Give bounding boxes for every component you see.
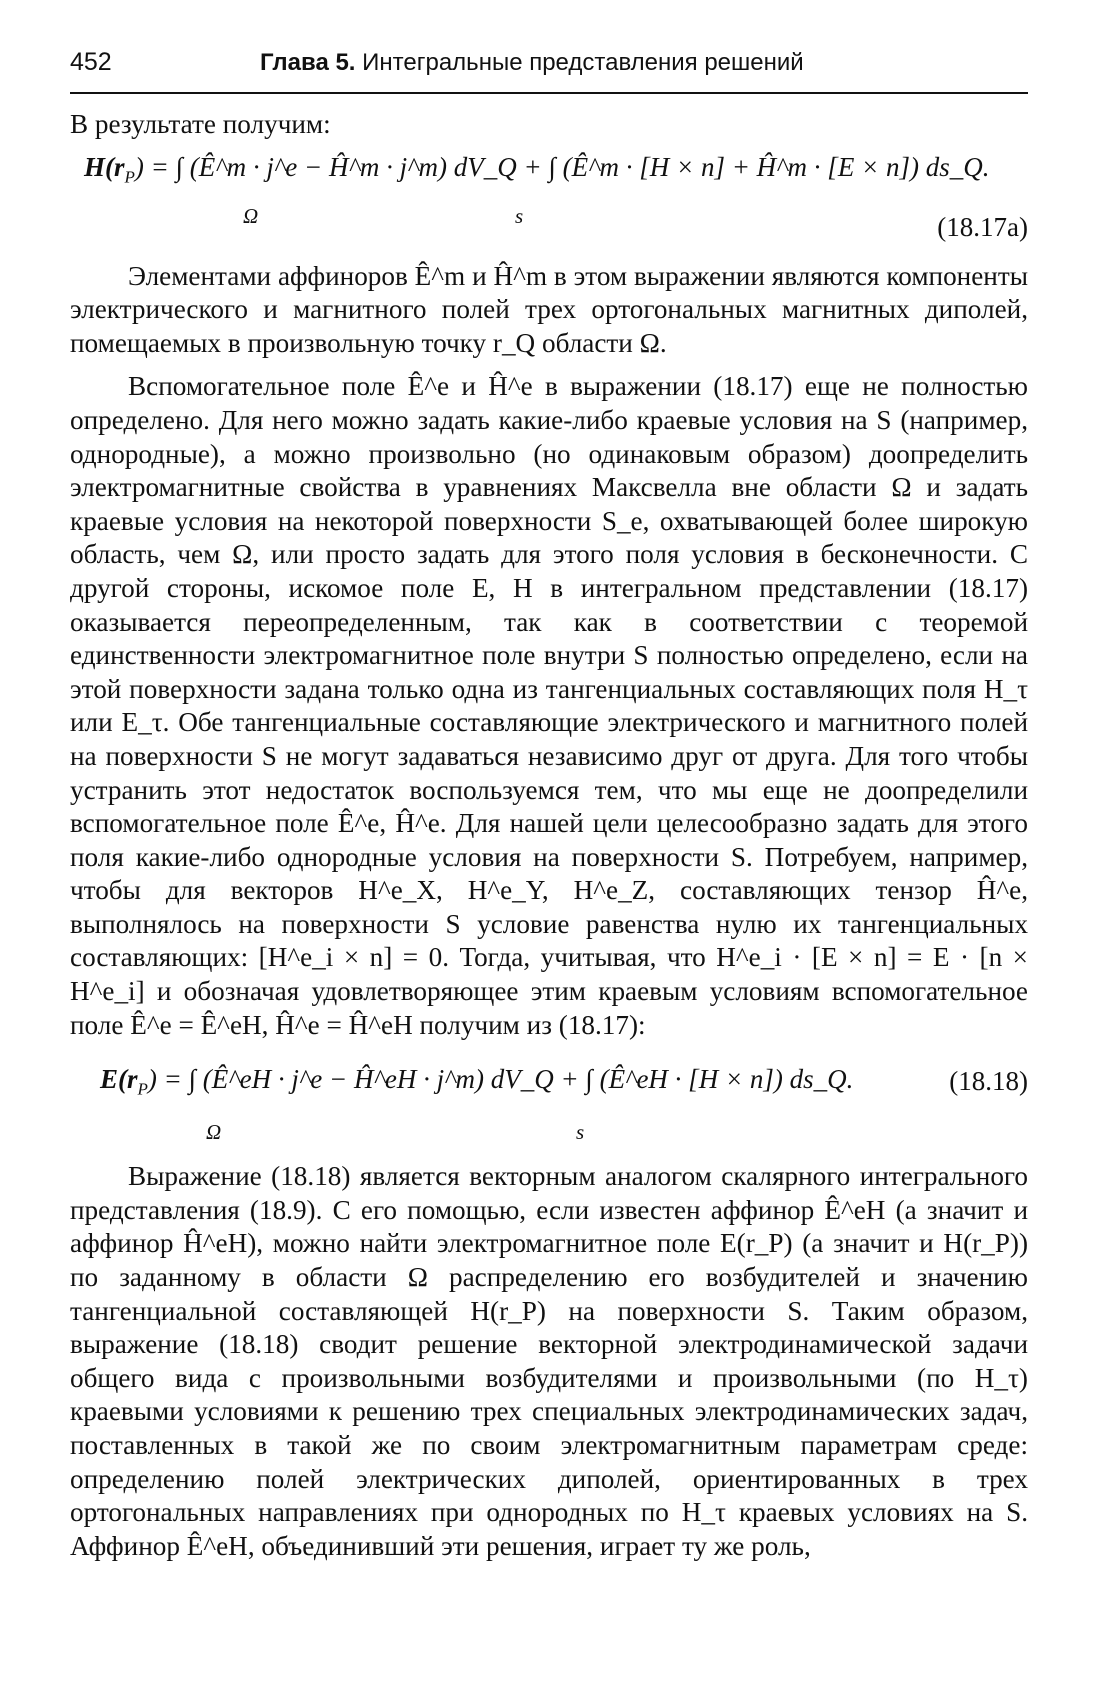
integral-limit-surface: s [576,1120,585,1145]
paragraph-auxiliary-field: Вспомогательное поле Ê^e и Ĥ^e в выражении (18.17) еще не полностью определено. Для него можно задать какие-либо краевые условия на S (например, однородные), а можно произвольно (но одинаковым образом) доопределить электромагнитные свойства в уравнениях Максвелла вне области Ω и задать краевые условия на некоторой поверхности S_e, охватывающей более широкую область, чем Ω, или просто задать для этого поля условия в бесконечности. С другой стороны, искомое поле E, H в интегральном представлении (18.17) оказывается переопределенным, так как в соответствии с теоремой единственности электромагнитное поле внутри S полностью определено, если на этой поверхности задана только одна из тангенциальных составляющих поля H_τ или E_τ. Обе тангенциальные составляющие электрического и магнитного полей на поверхности S не могут задаваться независимо друг от друга. Для того чтобы устранить этот недостаток воспользуемся тем, что мы еще не доопределили вспомогательное поле Ê^e, Ĥ^e. Для нашей цели целесообразно задать для этого поля какие-либо однородные условия на поверхности S. Потребуем, например, чтобы для векторов H^e_X, H^e_Y, H^e_Z, составляющих тензор Ĥ^e, выполнялось на поверхности S условие равенства нулю их тангенциальных составляющих: [H^e_i × n] = 0. Тогда, учитывая, что H^e_i · [E × n] = E · [n × H^e_i] и обозначая удовлетворяющее этим краевым условиям вспомогательное поле Ê^e = Ê^eH, Ĥ^e = Ĥ^eH получим из (18.17): [70,371,1028,1040]
equation-body [84,151,1028,186]
equation-rhs: ) = ∫ (Ê^eH · j^e − Ĥ^eH · j^m) dV_Q + ∫ (Ê^eH · [H × n]) ds_Q. [147,1064,854,1095]
equation-lhs-sub: P [137,1079,148,1099]
equation-lhs-sub: P [124,166,135,186]
paragraph-vector-analog: Выражение (18.18) является векторным аналогом скалярного интегрального представления (18.9). С его помощью, если известен аффинор Ê^eH (а значит и аффинор Ĥ^eH), можно найти электромагнитное поле E(r_P) (а значит и H(r_P)) по заданному в области Ω распределению его возбудителей и значению тангенциальной составляющей H(r_P) на поверхности S. Таким образом, выражение (18.18) сводит решение векторной электродинамической задачи общего вида с произвольными возбудителями и произвольными (по H_τ) краевыми условиями к решению трех специальных электродинамических задач, поставленных в такой же по своим электромагнитным параметрам среде: определению полей электрических диполей, ориентированных в трех ортогональных направлениях при однородных по H_τ краевых условиях на S. Аффинор Ê^eH, объединивший эти решения, играет ту же роль, [70,1161,1028,1561]
equation-18-18 [70,1048,1028,1160]
chapter-title: Интегральные представления решений [362,49,804,76]
chapter-label: Глава 5. [260,49,356,76]
running-header [70,48,1028,94]
equation-lhs: E(r [100,1064,138,1095]
equation-18-17a [70,142,1028,260]
chapter-heading [260,49,804,77]
integral-limit-surface: s [515,203,524,228]
equation-number: (18.17a) [937,211,1028,242]
equation-rhs: ) = ∫ (Ê^m · j^e − Ĥ^m · j^m) dV_Q + ∫ (Ê^m · [H × n] + Ĥ^m · [E × n]) ds_Q. [134,151,990,182]
book-page [70,48,1028,1563]
integral-limit-volume: Ω [206,1120,222,1145]
intro-line: В результате получим: [70,109,331,139]
page-number: 452 [70,48,112,76]
equation-lhs: H(r [84,151,125,182]
integral-limit-volume: Ω [243,203,259,228]
equation-body [100,1064,1028,1099]
equation-number: (18.18) [949,1066,1028,1097]
paragraph-affinors: Элементами аффиноров Ê^m и Ĥ^m в этом выражении являются компоненты электрического и магнитного полей трех ортогональных магнитных диполей, помещаемых в произвольную точку r_Q области Ω. [70,260,1028,358]
